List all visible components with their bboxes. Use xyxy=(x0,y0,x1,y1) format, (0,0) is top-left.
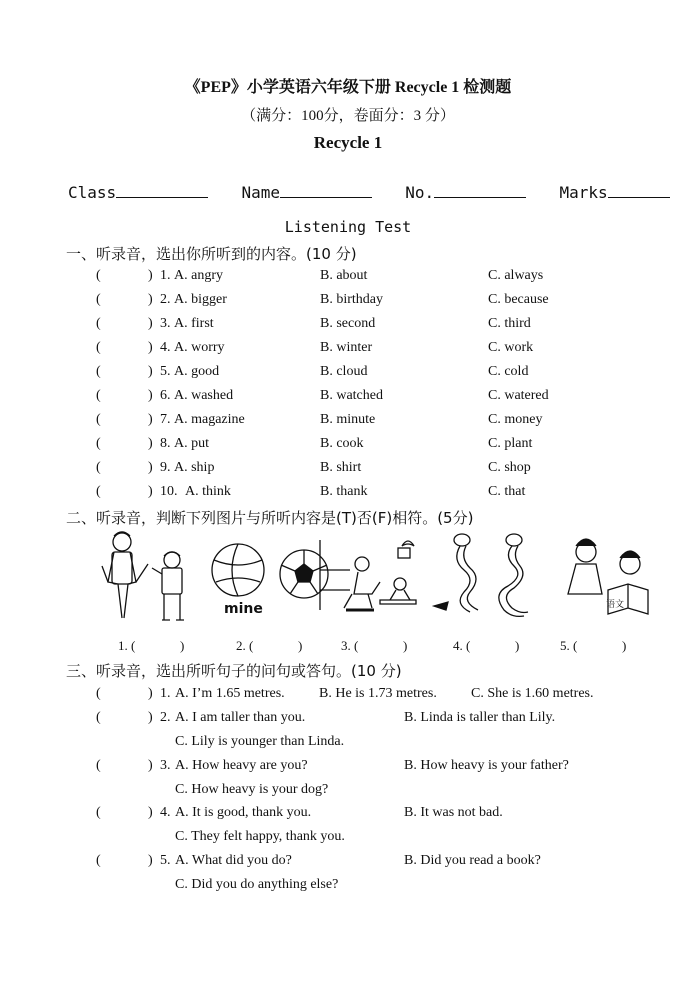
question-number: 6. xyxy=(160,388,171,403)
question-number: 1. xyxy=(160,686,171,701)
unit-heading: Recycle 1 xyxy=(313,133,383,152)
question-number: 2. xyxy=(160,292,171,307)
answer-bracket-close: ) xyxy=(148,484,153,499)
answer-bracket-close: ) xyxy=(148,805,153,820)
answer-bracket-open[interactable]: ( xyxy=(96,686,101,701)
option-a: A. I am taller than you. xyxy=(175,710,306,725)
question-number: 5. xyxy=(160,853,171,868)
option-c: C. shop xyxy=(488,460,531,475)
answer-bracket-close: ) xyxy=(148,292,153,307)
picture-answer-close: ) xyxy=(403,638,408,653)
answer-bracket-close: ) xyxy=(148,436,153,451)
option-b: B. Did you read a book? xyxy=(404,853,541,868)
option-a: A. good xyxy=(174,364,220,379)
option-b: B. cloud xyxy=(320,364,368,379)
option-b: B. thank xyxy=(320,484,368,499)
snakes-picture xyxy=(430,530,530,625)
picture-answer-close: ) xyxy=(622,638,627,653)
option-a: A. first xyxy=(174,316,214,331)
option-a: A. angry xyxy=(174,268,223,283)
listening-test-heading: Listening Test xyxy=(284,218,412,236)
answer-bracket-open[interactable]: ( xyxy=(96,710,101,725)
answer-bracket-close: ) xyxy=(148,340,153,355)
answer-bracket-open[interactable]: ( xyxy=(96,268,101,283)
answer-bracket-close: ) xyxy=(148,686,153,701)
option-a: A. worry xyxy=(174,340,225,355)
picture-answer-label[interactable]: 3. ( xyxy=(341,638,359,653)
page-subtitle: （满分：100分，卷面分：3 分） xyxy=(241,108,455,124)
option-a: A. put xyxy=(174,436,209,451)
answer-bracket-open[interactable]: ( xyxy=(96,436,101,451)
option-b: B. watched xyxy=(320,388,383,403)
option-b: B. about xyxy=(320,268,368,283)
option-c: C. third xyxy=(488,316,531,331)
question-number: 3. xyxy=(160,316,171,331)
answer-bracket-close: ) xyxy=(148,460,153,475)
option-a: A. think xyxy=(185,484,231,499)
answer-bracket-close: ) xyxy=(148,316,153,331)
option-b: B. Linda is taller than Lily. xyxy=(404,710,556,725)
option-c: C. money xyxy=(488,412,543,427)
question-number: 10. xyxy=(160,484,178,499)
answer-bracket-close: ) xyxy=(148,758,153,773)
option-c: C. cold xyxy=(488,364,529,379)
answer-bracket-close: ) xyxy=(148,388,153,403)
option-a: A. washed xyxy=(174,388,234,403)
option-a: A. bigger xyxy=(174,292,227,307)
book-label: 语文 xyxy=(606,600,625,610)
answer-bracket-open[interactable]: ( xyxy=(96,853,101,868)
answer-bracket-open[interactable]: ( xyxy=(96,484,101,499)
answer-bracket-close: ) xyxy=(148,853,153,868)
mine-label: mine xyxy=(224,601,263,617)
marks-label: Marks xyxy=(559,183,608,202)
option-c: C. plant xyxy=(488,436,533,451)
question-number: 5. xyxy=(160,364,171,379)
picture-answer-close: ) xyxy=(515,638,520,653)
answer-bracket-open[interactable]: ( xyxy=(96,758,101,773)
answer-bracket-close: ) xyxy=(148,412,153,427)
answer-bracket-open[interactable]: ( xyxy=(96,316,101,331)
question-number: 3. xyxy=(160,758,171,773)
option-a: A. What did you do? xyxy=(175,853,292,868)
option-c: C. Lily is younger than Linda. xyxy=(175,734,345,749)
option-a: A. ship xyxy=(174,460,215,475)
answer-bracket-open[interactable]: ( xyxy=(96,340,101,355)
no-label: No. xyxy=(405,183,435,202)
option-b: B. winter xyxy=(320,340,373,355)
picture-answer-label[interactable]: 2. ( xyxy=(236,638,254,653)
option-b: B. second xyxy=(320,316,376,331)
student-info-row xyxy=(68,183,670,202)
name-label: Name xyxy=(241,183,280,202)
option-c: C. How heavy is your dog? xyxy=(175,782,329,797)
option-b: B. minute xyxy=(320,412,376,427)
question-number: 4. xyxy=(160,340,171,355)
answer-bracket-open[interactable]: ( xyxy=(96,805,101,820)
option-c: C. always xyxy=(488,268,544,283)
option-b: B. shirt xyxy=(320,460,362,475)
option-c: C. work xyxy=(488,340,534,355)
answer-bracket-open[interactable]: ( xyxy=(96,460,101,475)
no-blank[interactable] xyxy=(434,183,526,198)
option-c: C. that xyxy=(488,484,526,499)
name-blank[interactable] xyxy=(280,183,372,198)
section2-title: 二、听录音，判断下列图片与所听内容是(T)否(F)相符。(5分) xyxy=(66,509,474,527)
option-c: C. watered xyxy=(488,388,549,403)
option-c: C. They felt happy, thank you. xyxy=(175,829,345,844)
cleaning-picture xyxy=(318,530,422,625)
question-number: 1. xyxy=(160,268,171,283)
class-blank[interactable] xyxy=(116,183,208,198)
answer-bracket-open[interactable]: ( xyxy=(96,388,101,403)
answer-bracket-close: ) xyxy=(148,268,153,283)
page-title: 《PEP》小学英语六年级下册 Recycle 1 检测题 xyxy=(184,79,512,96)
picture-answer-close: ) xyxy=(180,638,185,653)
option-b: B. birthday xyxy=(320,292,383,307)
option-c: C. She is 1.60 metres. xyxy=(471,686,594,701)
section1-title: 一、听录音，选出你所听到的内容。(10 分) xyxy=(66,245,357,263)
class-label: Class xyxy=(68,183,117,202)
section3-title: 三、听录音，选出所听句子的问句或答句。(10 分) xyxy=(66,662,402,680)
reading-picture xyxy=(562,530,662,625)
marks-blank[interactable] xyxy=(608,183,670,198)
picture-answer-close: ) xyxy=(298,638,303,653)
picture-answer-label[interactable]: 5. ( xyxy=(560,638,578,653)
question-number: 2. xyxy=(160,710,171,725)
option-a: A. I’m 1.65 metres. xyxy=(175,686,285,701)
option-a: A. magazine xyxy=(174,412,245,427)
option-b: B. He is 1.73 metres. xyxy=(319,686,437,701)
question-number: 9. xyxy=(160,460,171,475)
option-a: A. It is good, thank you. xyxy=(175,805,312,820)
answer-bracket-close: ) xyxy=(148,710,153,725)
option-b: B. cook xyxy=(320,436,364,451)
question-number: 7. xyxy=(160,412,171,427)
option-c: C. Did you do anything else? xyxy=(175,877,339,892)
answer-bracket-open[interactable]: ( xyxy=(96,412,101,427)
grandpa-and-boy-picture xyxy=(100,530,195,625)
option-b: B. It was not bad. xyxy=(404,805,503,820)
question-number: 4. xyxy=(160,805,171,820)
picture-answer-label[interactable]: 4. ( xyxy=(453,638,471,653)
option-a: A. How heavy are you? xyxy=(175,758,308,773)
option-c: C. because xyxy=(488,292,549,307)
option-b: B. How heavy is your father? xyxy=(404,758,569,773)
answer-bracket-open[interactable]: ( xyxy=(96,292,101,307)
answer-bracket-close: ) xyxy=(148,364,153,379)
picture-answer-label[interactable]: 1. ( xyxy=(118,638,136,653)
answer-bracket-open[interactable]: ( xyxy=(96,364,101,379)
question-number: 8. xyxy=(160,436,171,451)
